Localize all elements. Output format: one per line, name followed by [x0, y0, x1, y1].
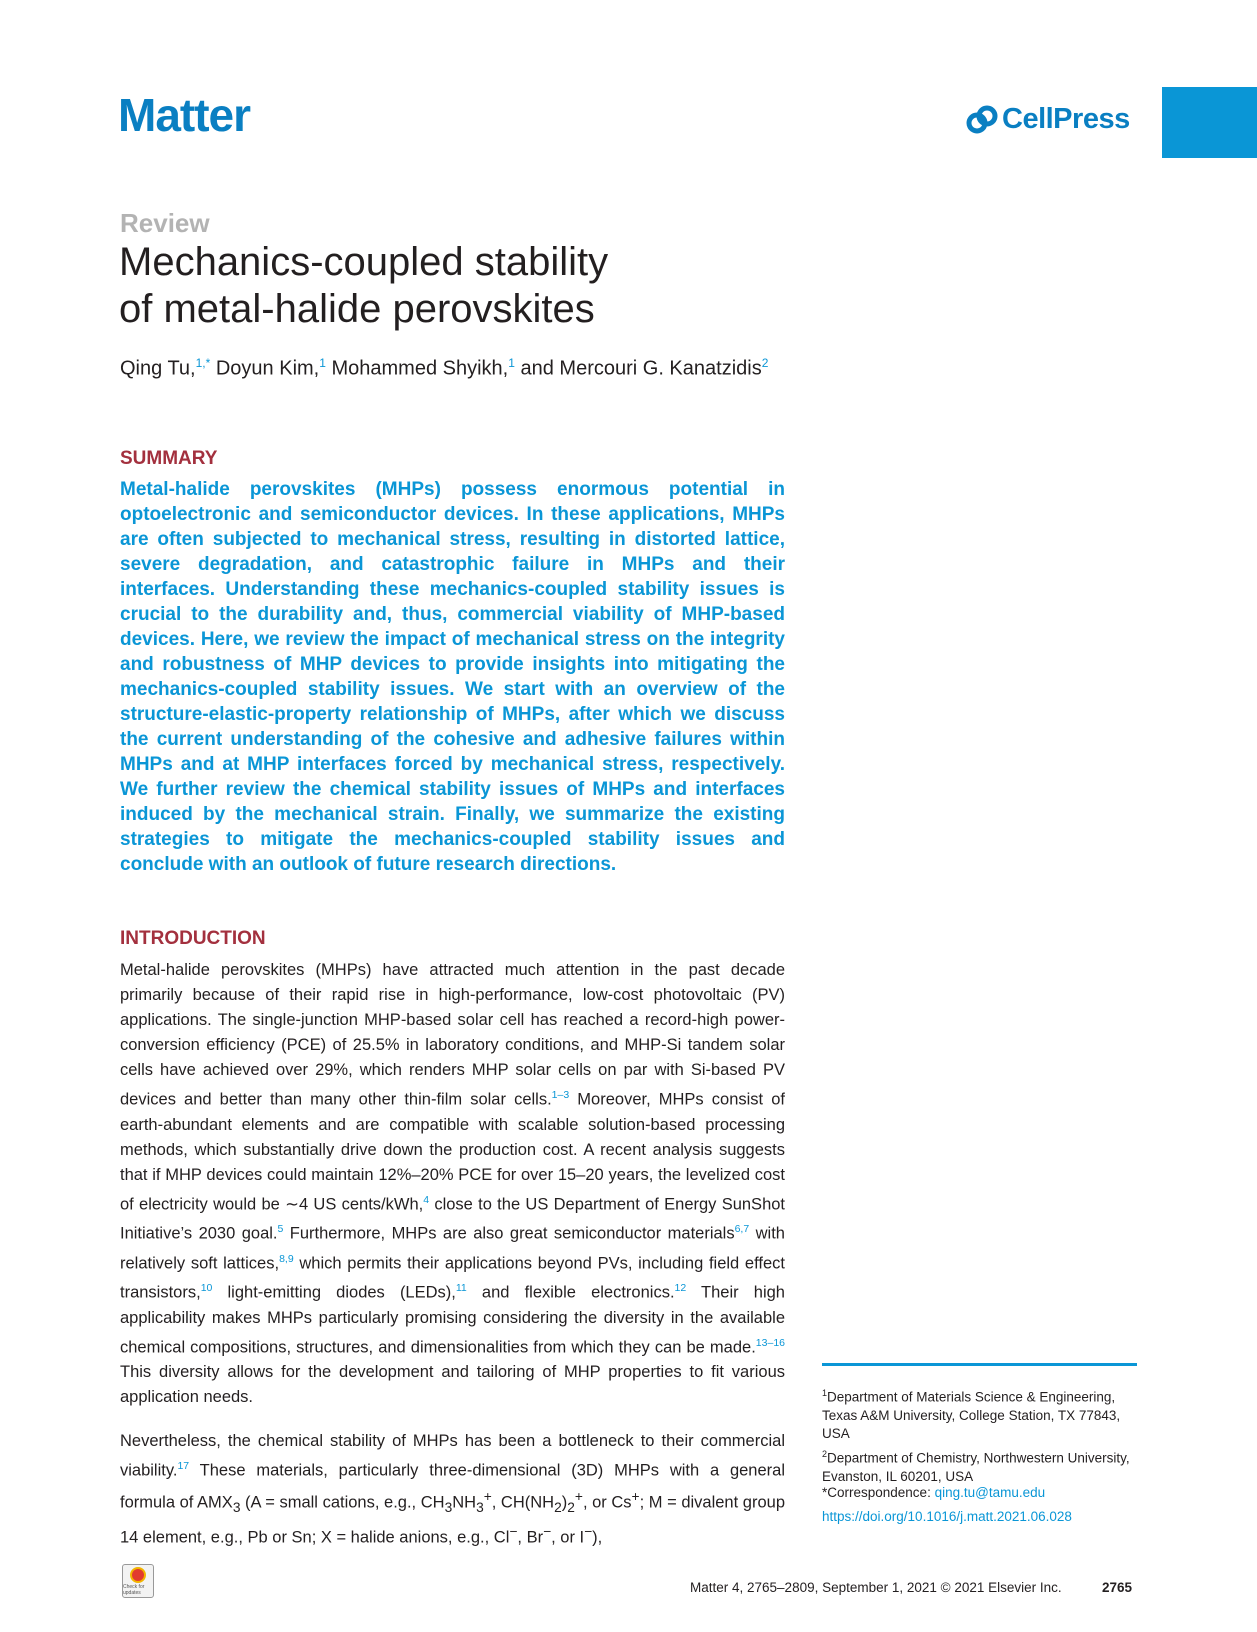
- author-name[interactable]: Qing Tu,: [120, 357, 196, 380]
- para-text: , CH(NH: [491, 1493, 555, 1511]
- author-affiliation-ref[interactable]: 1: [508, 356, 515, 370]
- para-text: Their high applicability makes MHPs particularly promising considering the diversity in the available chemical compositions, structures, and dimensionalities from which they can be made.: [120, 1283, 785, 1356]
- introduction-heading: INTRODUCTION: [120, 928, 266, 949]
- affiliation-text: Department of Materials Science & Engineering, Texas A&M University, College Station, TX 77843, USA: [822, 1389, 1121, 1441]
- publisher-name: CellPress: [1002, 103, 1130, 135]
- para-text: ),: [592, 1528, 603, 1547]
- superscript: +: [574, 1488, 583, 1504]
- citation-link[interactable]: 10: [200, 1282, 213, 1294]
- superscript: −: [543, 1524, 552, 1540]
- para-text: , or Cs: [582, 1493, 632, 1511]
- author-name[interactable]: Mohammed Shyikh,: [331, 357, 509, 380]
- subscript: 2: [567, 1499, 575, 1515]
- superscript: +: [631, 1488, 640, 1504]
- check-for-updates-badge[interactable]: [122, 1564, 154, 1598]
- para-text: , Br: [517, 1528, 544, 1547]
- article-title: [119, 239, 819, 333]
- cellpress-logo-icon: [966, 105, 998, 135]
- citation-link[interactable]: 13–16: [755, 1336, 785, 1349]
- citation-link[interactable]: 1–3: [551, 1089, 570, 1101]
- para-text: ; M = divalent group 14 element, e.g., Pb or Sn; X = halide anions, e.g., Cl: [120, 1493, 785, 1547]
- article-type-label: Review: [120, 208, 210, 238]
- author-affiliation-ref[interactable]: 1: [319, 356, 326, 370]
- superscript: −: [509, 1524, 518, 1540]
- badge-label: Check for updates: [123, 1583, 145, 1596]
- cellpress-logo[interactable]: [966, 103, 1130, 136]
- citation-link[interactable]: 4: [423, 1193, 430, 1206]
- doi-link[interactable]: https://doi.org/10.1016/j.matt.2021.06.028: [822, 1509, 1072, 1524]
- summary-text: Metal-halide perovskites (MHPs) possess enormous potential in optoelectronic and semiconductor devices. In these applications, MHPs are often subjected to mechanical stress, resulting in distorted lattice, severe degradation, and catastrophic failure in MHPs and their interfaces. Understanding these mechanics-coupled stability issues is crucial to the durability and, thus, commercial viability of MHP-based devices. Here, we review the impact of mechanical stress on the integrity and robustness of MHP devices to provide insights into mitigating the mechanics-coupled stability issues. We start with an overview of the structure-elastic-property relationship of MHPs, after which we discuss the current understanding of the cohesive and adhesive failures within MHPs and at MHP interfaces forced by mechanical stress, respectively. We further review the chemical stability issues of MHPs and interfaces induced by the mechanical strain. Finally, we summarize the existing strategies to mitigate the mechanics-coupled stability issues and conclude with an outlook of future research directions.: [120, 479, 785, 875]
- citation-link[interactable]: 11: [455, 1282, 467, 1294]
- correspondence: [822, 1484, 1142, 1502]
- correspondence-label: *Correspondence:: [822, 1485, 935, 1500]
- subscript: 3: [232, 1499, 241, 1515]
- para-text: , or I: [551, 1528, 585, 1547]
- para-text: with relatively soft lattices,: [120, 1224, 785, 1272]
- check-for-updates-icon: [130, 1567, 146, 1583]
- superscript: −: [584, 1524, 593, 1540]
- para-text: which permits their applications beyond PVs, including field effect transistors,: [120, 1254, 785, 1302]
- para-text: and flexible electronics.: [466, 1283, 675, 1302]
- correspondence-email-link[interactable]: qing.tu@tamu.edu: [934, 1485, 1046, 1500]
- superscript: +: [483, 1488, 492, 1504]
- affiliation-number: 1: [822, 1388, 828, 1398]
- author-name[interactable]: and Mercouri G. Kanatzidis: [520, 357, 762, 380]
- para-text: light-emitting diodes (LEDs),: [212, 1283, 456, 1302]
- doi: [822, 1508, 1142, 1526]
- author-list: [120, 356, 768, 381]
- footer-citation: Matter 4, 2765–2809, September 1, 2021 © 2021 Elsevier Inc.: [690, 1580, 1062, 1595]
- affiliation-text: Department of Chemistry, Northwestern University, Evanston, IL 60201, USA: [822, 1450, 1130, 1484]
- para-text: (A = small cations, e.g., CH: [240, 1493, 445, 1511]
- citation-link[interactable]: 12: [674, 1282, 687, 1294]
- corner-tab: [1162, 87, 1257, 158]
- para-text: ): [561, 1493, 568, 1511]
- para-text: Moreover, MHPs consist of earth-abundant elements and are compatible with scalable solution-based processing methods, which substantially drive down the production cost. A recent analysis suggests that if MHP devices could maintain 12%–20% PCE for over 15–20 years, the levelized cost of electricity would be ∼4 US cents/kWh,: [120, 1090, 786, 1213]
- affiliation-2: [822, 1445, 1142, 1486]
- page-number: 2765: [1102, 1580, 1133, 1595]
- affiliation-1: [822, 1384, 1142, 1443]
- author-affiliation-ref[interactable]: 2: [761, 356, 769, 370]
- subscript: 3: [444, 1499, 453, 1515]
- citation-link[interactable]: 8,9: [279, 1252, 294, 1265]
- subscript: 2: [554, 1499, 562, 1515]
- citation-link[interactable]: 6,7: [734, 1223, 750, 1235]
- para-text: These materials, particularly three-dimensional (3D) MHPs with a general formula of AMX: [120, 1461, 785, 1511]
- citation-link[interactable]: 5: [277, 1223, 284, 1235]
- para-text: Metal-halide perovskites (MHPs) have attracted much attention in the past decade primarily because of their rapid rise in high-performance, low-cost photovoltaic (PV) applications. The single-junction MHP-based solar cell has reached a record-high power-conversion efficiency (PCE) of 25.5% in laboratory conditions, and MHP-Si tandem solar cells have achieved over 29%, which renders MHP solar cells on par with Si-based PV devices and better than many other thin-film solar cells.: [120, 961, 785, 1109]
- para-text: Furthermore, MHPs are also great semiconductor materials: [283, 1224, 735, 1243]
- para-text: close to the US Department of Energy SunShot Initiative’s 2030 goal.: [120, 1195, 786, 1243]
- citation-link[interactable]: 17: [177, 1460, 190, 1472]
- author-affiliation-ref[interactable]: 1,*: [195, 356, 211, 370]
- para-text: This diversity allows for the development and tailoring of MHP properties to fit various application needs.: [120, 1363, 785, 1406]
- journal-title: Matter: [118, 89, 251, 141]
- para-text: NH: [452, 1493, 477, 1511]
- title-line-2: of metal-halide perovskites: [119, 287, 595, 331]
- subscript: 3: [476, 1499, 484, 1515]
- introduction-paragraph-1: [120, 958, 785, 1410]
- introduction-paragraph-2: [120, 1429, 785, 1551]
- author-name[interactable]: Doyun Kim,: [215, 357, 320, 380]
- affiliation-number: 2: [822, 1449, 828, 1459]
- affiliation-divider: [822, 1363, 1137, 1366]
- summary-heading: SUMMARY: [120, 448, 218, 469]
- title-line-1: Mechanics-coupled stability: [119, 240, 609, 284]
- para-text: Nevertheless, the chemical stability of MHPs has been a bottleneck to their commercial viability.: [120, 1432, 785, 1480]
